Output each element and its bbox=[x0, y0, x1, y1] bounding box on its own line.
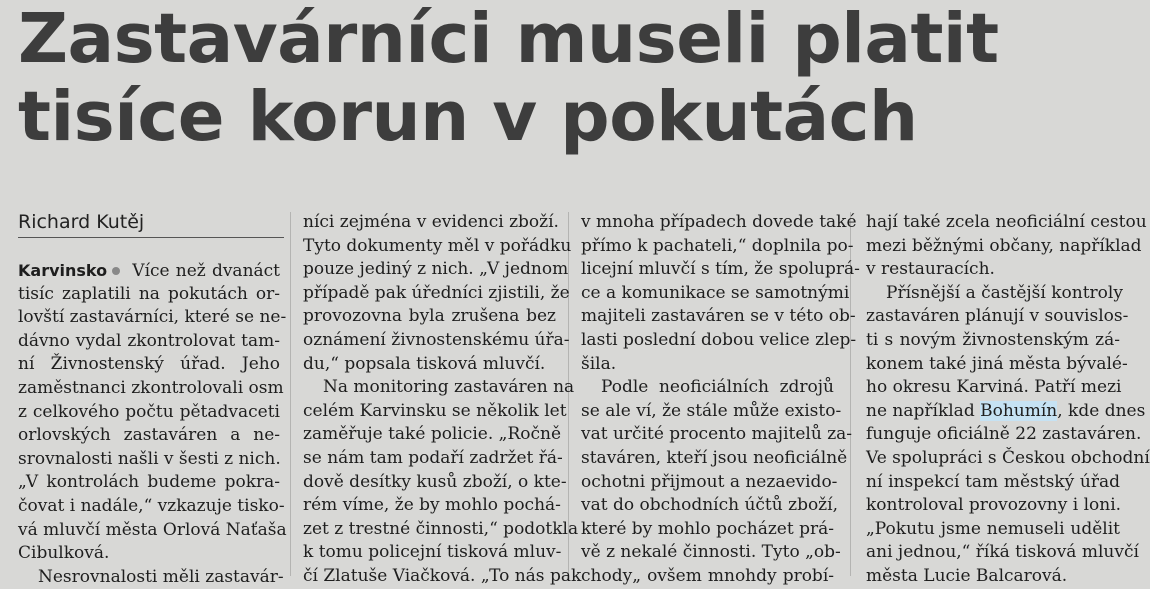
article-line: du,“ popsala tisková mluvčí. bbox=[303, 353, 546, 374]
article-line: dově desítky kusů zboží, o kte- bbox=[303, 471, 567, 492]
article-line: mezi běžnými občany, například bbox=[866, 235, 1142, 256]
article-line: Přísnější a častější kontroly bbox=[886, 282, 1123, 303]
headline-line-1: Zastavárníci museli platit bbox=[18, 0, 999, 79]
article-line: čovat i nadále,“ vzkazuje tisko- bbox=[18, 495, 285, 516]
article-column-1 bbox=[18, 259, 287, 589]
text-run: ne například bbox=[866, 400, 981, 421]
article-line: z celkového počtu pětadvaceti bbox=[18, 401, 280, 422]
article-line: zet z trestné činnosti,“ podotkla bbox=[303, 518, 579, 539]
article-line: orlovských zastaváren a ne- bbox=[18, 425, 280, 446]
text-run: Více než dvanáct bbox=[126, 261, 280, 281]
article-line: ní inspekcí tam městský úřad bbox=[866, 471, 1120, 492]
article-line: zaměstnanci zkontrolovali osm bbox=[18, 377, 284, 398]
article-line: přímo k pachateli,“ doplnila po- bbox=[581, 235, 854, 256]
article-line: „Pokutu jsme nemuseli udělit bbox=[866, 518, 1120, 539]
article-line: hají také zcela neoficiální cestou bbox=[866, 212, 1147, 232]
bullet-icon bbox=[112, 267, 120, 275]
article-column-4 bbox=[866, 211, 1150, 589]
dateline: Karvinsko bbox=[18, 261, 108, 280]
highlighted-word: Bohumín bbox=[980, 400, 1058, 421]
article-line: Na monitoring zastaváren na bbox=[323, 377, 575, 398]
article-line: srovnalosti našli v šesti z nich. bbox=[18, 448, 281, 469]
article-line: chody„ ovšem mnohdy probí- bbox=[581, 565, 834, 586]
article-line: ho okresu Karviná. Patří mezi bbox=[866, 377, 1122, 398]
article-line: níci zejména v evidenci zboží. bbox=[303, 212, 559, 232]
article-line: se nám tam podaří zadržet řá- bbox=[303, 447, 563, 468]
article-line: v mnoha případech dovede také bbox=[581, 212, 857, 232]
article-line: k tomu policejní tisková mluv- bbox=[303, 542, 562, 563]
headline-line-2: tisíce korun v pokutách bbox=[18, 77, 918, 157]
article-line: vat určité procento majitelů za- bbox=[581, 424, 853, 445]
article-line: vá mluvčí města Orlová Naťaša bbox=[18, 519, 287, 540]
article-line: celém Karvinsku se několik let bbox=[303, 400, 567, 421]
headline bbox=[18, 0, 1123, 156]
article-line: licejní mluvčí s tím, že spoluprá- bbox=[581, 259, 860, 280]
article-line: Podle neoficiálních zdrojů bbox=[601, 377, 834, 398]
article-line: majiteli zastaváren se v této ob- bbox=[581, 306, 856, 327]
article-line: staváren, kteří jsou neoficiálně bbox=[581, 447, 848, 468]
column-rule bbox=[290, 212, 291, 576]
article-line: ochotni přijmout a nezaevido- bbox=[581, 471, 838, 492]
article-line: Nesrovnalosti měli zastavár- bbox=[38, 566, 284, 587]
article-line: ti s novým živnostenským zá- bbox=[866, 329, 1120, 350]
article-line: konem také jiná města bývalé- bbox=[866, 353, 1128, 374]
article-line: lovští zastavárníci, které se ne- bbox=[18, 307, 287, 328]
article-column-3 bbox=[581, 211, 860, 589]
article-line: oznámení živnostenskému úřa- bbox=[303, 329, 570, 350]
article-line: „V kontrolách budeme pokra- bbox=[18, 472, 280, 493]
article-line: města Lucie Balcarová. bbox=[866, 565, 1068, 586]
article-column-2 bbox=[303, 211, 582, 589]
article-line: zastaváren plánují v souvislos- bbox=[866, 306, 1129, 327]
article-line: lasti poslední dobou velice zlep- bbox=[581, 329, 857, 350]
article-line: případě pak úředníci zjistili, že bbox=[303, 282, 570, 303]
article-line: Cibulková. bbox=[18, 543, 110, 564]
article-line: pouze jediný z nich. „V jednom bbox=[303, 259, 569, 280]
byline: Richard Kutěj bbox=[18, 210, 284, 238]
article-line bbox=[866, 400, 1146, 424]
article-line: vě z nekalé činnosti. Tyto „ob- bbox=[581, 542, 841, 563]
article-line: ani jednou,“ říká tisková mluvčí bbox=[866, 542, 1139, 563]
article-line: dávno vydal zkontrolovat tam- bbox=[18, 330, 280, 351]
article-line: se ale ví, že stále může existo- bbox=[581, 400, 842, 421]
article-line: ní Živnostenský úřad. Jeho bbox=[18, 354, 280, 375]
text-run: , kde dnes bbox=[1057, 400, 1146, 421]
article-line: ce a komunikace se samotnými bbox=[581, 282, 850, 303]
article-line: tisíc zaplatili na pokutách or- bbox=[18, 283, 280, 304]
article-line: Tyto dokumenty měl v pořádku bbox=[303, 235, 572, 256]
article-line: kontroloval provozovny i loni. bbox=[866, 495, 1122, 516]
article-line bbox=[18, 259, 280, 283]
article-line: čí Zlatuše Viačková. „To nás pak bbox=[303, 565, 582, 586]
article-line: Ve spolupráci s Českou obchodní bbox=[866, 447, 1150, 468]
article-line: rém víme, že by mohlo pochá- bbox=[303, 495, 561, 516]
article-line: zaměřuje také policie. „Ročně bbox=[303, 424, 562, 445]
article-line: funguje oficiálně 22 zastaváren. bbox=[866, 424, 1142, 445]
article-line: provozovna byla zrušena bez bbox=[303, 306, 556, 327]
article-line: vat do obchodních účtů zboží, bbox=[581, 495, 838, 516]
article-line: v restauracích. bbox=[866, 259, 995, 280]
article-line: které by mohlo pocházet prá- bbox=[581, 518, 834, 539]
article-line: šila. bbox=[581, 353, 617, 374]
